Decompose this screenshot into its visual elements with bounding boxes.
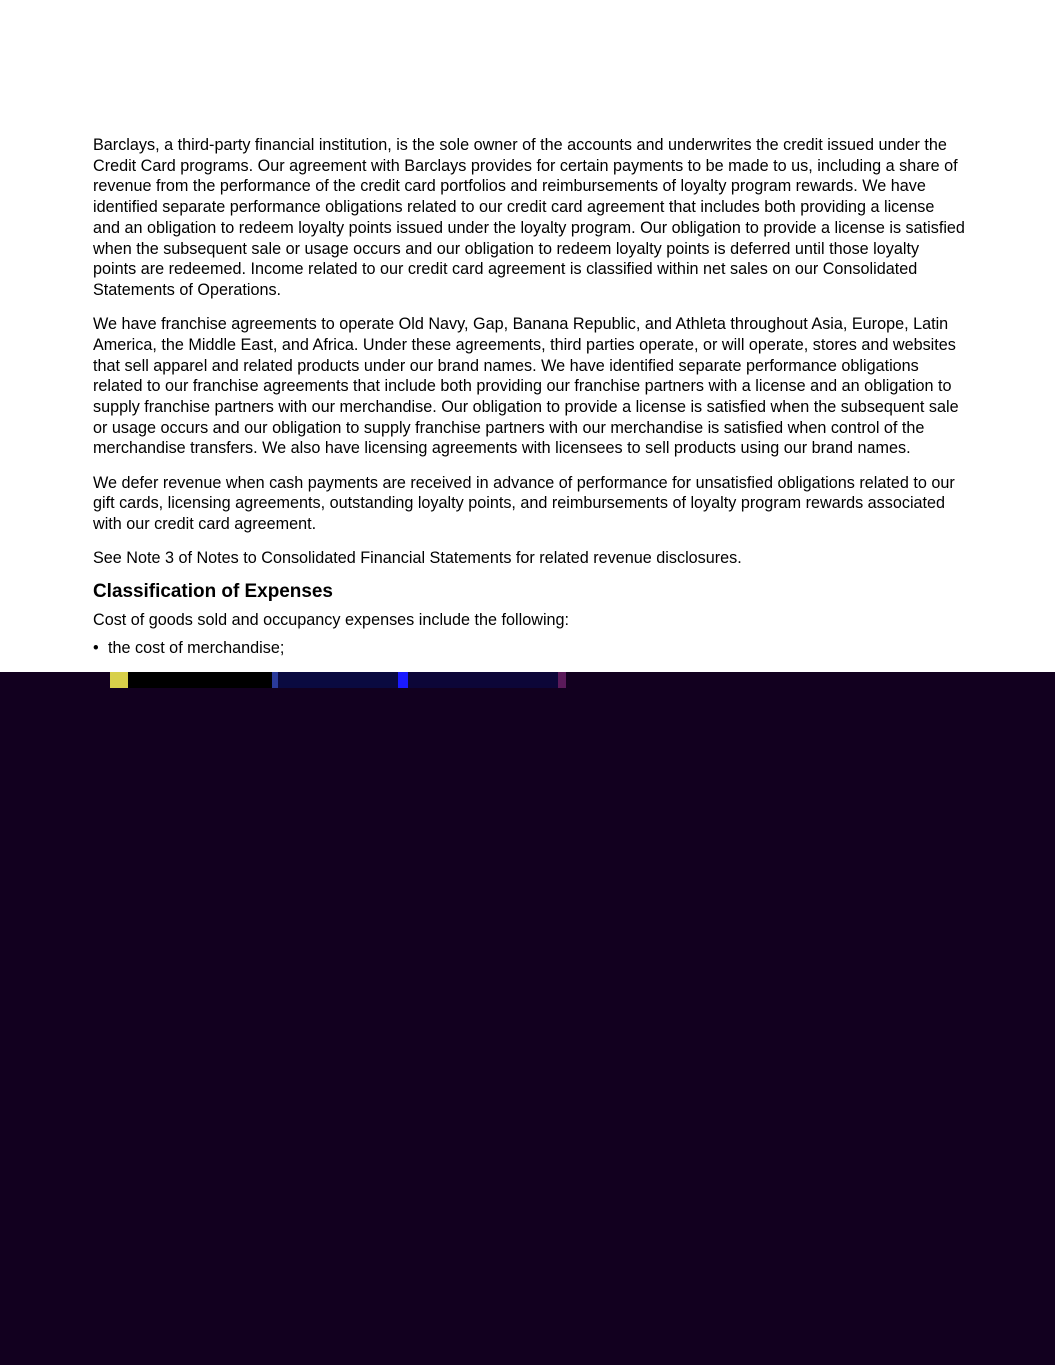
paragraph-franchise: We have franchise agreements to operate Old Navy, Gap, Banana Republic, and Athleta throughout Asia, Europe, Latin America, the Middle East, and Africa. Under these agreements, third parties operate, or will operate, stores and websites that sell apparel and related products under our brand names. We have identified separate performance obligations related to our franchise agreements that include both providing our franchise partners with a license and an obligation to supply franchise partners with our merchandise. Our obligation to provide a license is satisfied when the subsequent sale or usage occurs and our obligation to supply franchise partners with our merchandise is satisfied when control of the merchandise transfers. We also have licensing agreements with licensees to sell products using our brand names.	[93, 315, 959, 458]
section-intro: Cost of goods sold and occupancy expenses include the following:	[93, 611, 570, 630]
paragraph-barclays: Barclays, a third-party financial institution, is the sole owner of the accounts and underwrites the credit issued under the Credit Card programs. Our agreement with Barclays provides for certain payments to be made to us, including a share of revenue from the performance of the credit card portfolios and reimbursements of loyalty program rewards. We have identified separate performance obligations related to our credit card agreement that includes both providing a license and an obligation to redeem loyalty points issued under the loyalty program. Our obligation to provide a license is satisfied when the subsequent sale or usage occurs and our obligation to redeem loyalty points is deferred until those loyalty points are redeemed. Income related to our credit card agreement is classified within net sales on our Consolidated Statements of Operations.	[93, 136, 965, 299]
list-item: • the cost of merchandise;	[93, 638, 965, 659]
glitch-block	[278, 672, 398, 688]
section-heading: Classification of Expenses	[93, 581, 333, 603]
expense-bullet-list	[93, 638, 965, 659]
dark-overlay	[0, 672, 1055, 1365]
glitch-block	[128, 672, 272, 688]
render-glitch-strip	[0, 672, 1055, 688]
glitch-block	[110, 672, 128, 688]
glitch-block	[398, 672, 408, 688]
document-body	[93, 135, 965, 658]
glitch-block	[408, 672, 558, 688]
paragraph-note-reference: See Note 3 of Notes to Consolidated Financial Statements for related revenue disclosures.	[93, 549, 742, 568]
glitch-block	[558, 672, 566, 688]
paragraph-deferred-revenue: We defer revenue when cash payments are received in advance of performance for unsatisfied obligations related to our gift cards, licensing agreements, outstanding loyalty points, and reimbursements of loyalty program rewards associated with our credit card agreement.	[93, 473, 955, 533]
